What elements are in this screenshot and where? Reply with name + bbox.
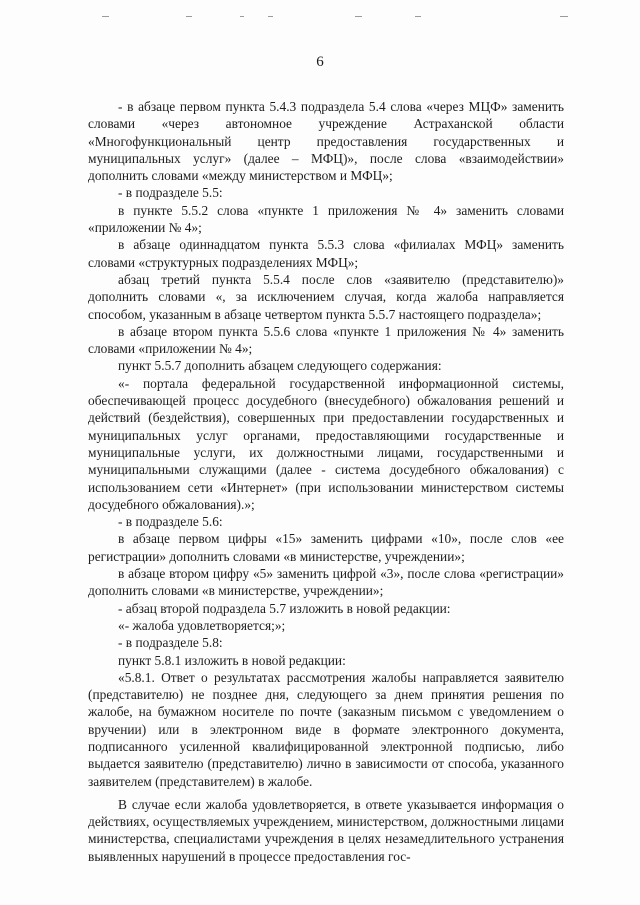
paragraph-subsection-5-6: - в подразделе 5.6: (118, 514, 223, 530)
scan-top-marks (0, 6, 640, 26)
page-number: 6 (316, 54, 324, 70)
paragraph-5-7: - абзац второй подраздела 5.7 изложить в новой редакции: (118, 600, 451, 616)
paragraph-subsection-5-8: - в подразделе 5.8: (118, 635, 223, 651)
paragraph-satisfied-case: В случае если жалоба удовлетворяется, в ответе указывается информация о действиях, осуществляемых учреждением, министерством, должностными лицами министерства, специалистами учреждения в целях незамедлительного устранения выявленных нарушений в процессе предоставления гос- (88, 796, 564, 864)
paragraph-5-5-3: в абзаце одиннадцатом пункта 5.5.3 слова «филиалах МФЦ» заменить словами «структурных подразделениях МФЦ»; (88, 237, 564, 270)
paragraph-subsection-5-5: - в подразделе 5.5: (118, 185, 223, 201)
paragraph-5-8-1-quote: «5.8.1. Ответ о результатах рассмотрения жалобы направляется заявителю (представителю) не позднее дня, следующего за днем принятия решения по жалобе, на бумажном носителе по почте (заказным письмом с уведомлением о вручении) или в электронном виде в формате электронного документа, подписанного усиленной квалифицированной электронной подписью, либо выдается заявителю (представителю) лично в зависимости от способа, указанного заявителем (представителем) в жалобе. (88, 669, 564, 789)
paragraph-5-7-quote: «- жалоба удовлетворяется;»; (118, 617, 286, 633)
paragraph-5-5-4: абзац третий пункта 5.5.4 после слов «заявителю (представителю)» дополнить словами «, за исключением случая, когда жалоба направляется способом, указанным в абзаце четвертом пункта 5.5.7 настоящего подраздела»; (88, 271, 564, 322)
paragraph-5-5-7: пункт 5.5.7 дополнить абзацем следующего содержания: (118, 358, 442, 374)
paragraph-5-5-6: в абзаце втором пункта 5.5.6 слова «пункте 1 приложения № 4» заменить словами «приложении № 4»; (88, 323, 564, 357)
paragraph-5-8-1: пункт 5.8.1 изложить в новой редакции: (118, 652, 346, 668)
body-text (88, 98, 564, 865)
paragraph-5-5-2: в пункте 5.5.2 слова «пункте 1 приложения № 4» заменить словами «приложении № 4»; (88, 202, 564, 236)
paragraph-5-5-7-quote: «- портала федеральной государственной информационной системы, обеспечивающей процесс досудебного (внесудебного) обжалования решений и действий (бездействия), совершенных при предоставлении государственных и муниципальных услуг органами, предоставляющими государственные и муниципальные услуги, их должностными лицами, государственными и муниципальными служащими (далее - система досудебного обжалования) с использованием сети «Интернет» (при использовании министерством системы досудебного обжалования).»; (88, 375, 564, 512)
paragraph-5-4-3: - в абзаце первом пункта 5.4.3 подраздела 5.4 слова «через МЦФ» заменить словами «через автономное учреждение Астраханской области «Многофункциональный центр предоставления государственных и муниципальных услуг» (далее – МФЦ)», после слова «взаимодействии» дополнить словами «между министерством и МФЦ»; (88, 99, 564, 184)
paragraph-5-6-first: в абзаце первом цифры «15» заменить цифрами «10», после слов «ее регистрации» дополнить словами «в министерстве, учреждении»; (88, 531, 564, 564)
paragraph-5-6-second: в абзаце втором цифру «5» заменить цифрой «3», после слова «регистрации» дополнить словами «в министерстве, учреждении»; (88, 566, 564, 599)
